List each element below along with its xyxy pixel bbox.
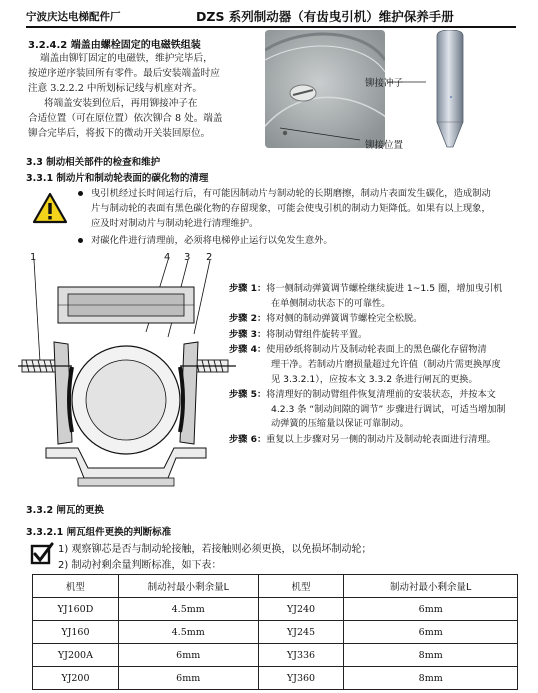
bullet-1-cont: 片与制动轮的表面有黑色碳化物的存留现象，可能会使曳引机的制动力矩降低。如果有以上现象，	[91, 203, 491, 214]
step-1: 步骤 1：将一侧制动弹簧调节螺栓继续旋进 1~1.5 圈，增加曳引机 在单侧制动状态下的可靠性。	[229, 283, 503, 309]
section-heading-3-3-2: 3.3.2 闸瓦的更换	[26, 505, 104, 516]
table-header: 机型	[33, 575, 119, 598]
criteria-line-1: 1) 观察铆芯是否与制动轮接触，若接触则必须更换，以免损坏制动轮；	[58, 544, 372, 555]
table-cell: YJ336	[258, 644, 344, 667]
table-row	[33, 667, 518, 690]
table-cell: YJ240	[258, 598, 344, 621]
table-cell: YJ245	[258, 621, 344, 644]
callout-lines	[280, 74, 440, 154]
table-cell: 8mm	[344, 667, 518, 690]
lining-table	[32, 574, 518, 690]
company-name: 宁波庆达电梯配件厂	[26, 11, 121, 23]
rivet-position-label: 铆接位置	[365, 140, 404, 151]
diagram-label-4: 4	[164, 252, 171, 263]
table-header: 制动衬最小剩余量L	[344, 575, 518, 598]
section-heading-3-2-4-2: 3.2.4.2 端盖由螺栓固定的电磁铁组装	[28, 40, 201, 51]
warning-icon	[32, 192, 68, 228]
criteria-line-2: 2) 制动衬剩余量判断标准，如下表：	[58, 560, 222, 571]
section-heading-3-3-2-1: 3.3.2.1 闸瓦组件更换的判断标准	[26, 527, 172, 538]
bullet-dot	[78, 238, 83, 243]
para-line: 铆合完毕后，将扳下的微动开关装回原位。	[28, 128, 211, 139]
table-row	[33, 621, 518, 644]
table-cell: 8mm	[344, 644, 518, 667]
diagram-label-2: 2	[206, 252, 213, 263]
table-header: 机型	[258, 575, 344, 598]
step-4: 步骤 4：使用砂纸将制动片及制动轮表面上的黑色碳化存留物清 理干净。若制动片磨损量超过允许值（制动片需更换厚度 见 3.3.2.1），应按本文 3.3.2 条进行闸瓦的更换。	[229, 344, 501, 385]
header-rule	[26, 26, 516, 28]
bullet-1: 曳引机经过长时间运行后，有可能因制动片与制动轮的长期磨擦，制动片表面发生碳化，造成制动	[78, 186, 491, 201]
bullet-2: 对碳化件进行清理前，必须将电梯停止运行以免发生意外。	[78, 233, 333, 248]
table-cell: 6mm	[344, 598, 518, 621]
table-header: 制动衬最小剩余量L	[118, 575, 258, 598]
punch-label: 铆接冲子	[365, 78, 404, 89]
table-cell: 4.5mm	[118, 621, 258, 644]
para-line: 合适位置（可在原位置）依次铆合 8 处。端盖	[28, 113, 223, 124]
bullet-dot	[78, 191, 83, 196]
table-cell: YJ160D	[33, 598, 119, 621]
step-2: 步骤 2：将对侧的制动弹簧调节螺栓完全松脱。	[229, 313, 423, 325]
table-cell: YJ360	[258, 667, 344, 690]
table-cell: YJ160	[33, 621, 119, 644]
step-6: 步骤 6：重复以上步骤对另一侧的制动片及制动轮表面进行清理。	[229, 433, 496, 445]
table-cell: YJ200A	[33, 644, 119, 667]
brake-diagram	[18, 252, 240, 494]
table-row	[33, 644, 518, 667]
diagram-label-3: 3	[184, 252, 191, 263]
section-heading-3-3-1: 3.3.1 制动片和制动轮表面的碳化物的清理	[26, 173, 209, 184]
bullet-1-cont: 应及时对制动片与制动轮进行清理维护。	[91, 218, 259, 229]
para-line: 按逆序逆序装回所有零件。最后安装端盖时应	[28, 68, 220, 79]
para-line: 端盖由铆钉固定的电磁铁，维护完毕后，	[40, 53, 213, 64]
steps-list	[229, 282, 529, 448]
step-5: 步骤 5：将清理好的制动臂组件恢复清理前的安装状态，并按本文 4.2.3 条 “制动间隙的调节” 步骤进行调试，可适当增加制 动弹簧的压缩量以保证可靠制动。	[229, 389, 506, 430]
table-cell: 4.5mm	[118, 598, 258, 621]
table-cell: 6mm	[344, 621, 518, 644]
manual-title: DZS 系列制动器（有齿曳引机）维护保养手册	[196, 9, 454, 24]
section-heading-3-3: 3.3 制动相关部件的检查和维护	[26, 157, 161, 168]
table-cell: 6mm	[118, 667, 258, 690]
diagram-label-1: 1	[30, 252, 37, 263]
table-row	[33, 598, 518, 621]
table-header-row	[33, 575, 518, 598]
table-cell: 6mm	[118, 644, 258, 667]
checkbox-icon	[30, 542, 54, 570]
para-line: 将端盖安装到位后，再用铆接冲子在	[44, 98, 198, 109]
table-cell: YJ200	[33, 667, 119, 690]
para-line: 注意 3.2.2.2 中所划标记线与机座对齐。	[28, 83, 202, 94]
step-3: 步骤 3：将制动臂组件旋转平置。	[229, 328, 368, 340]
